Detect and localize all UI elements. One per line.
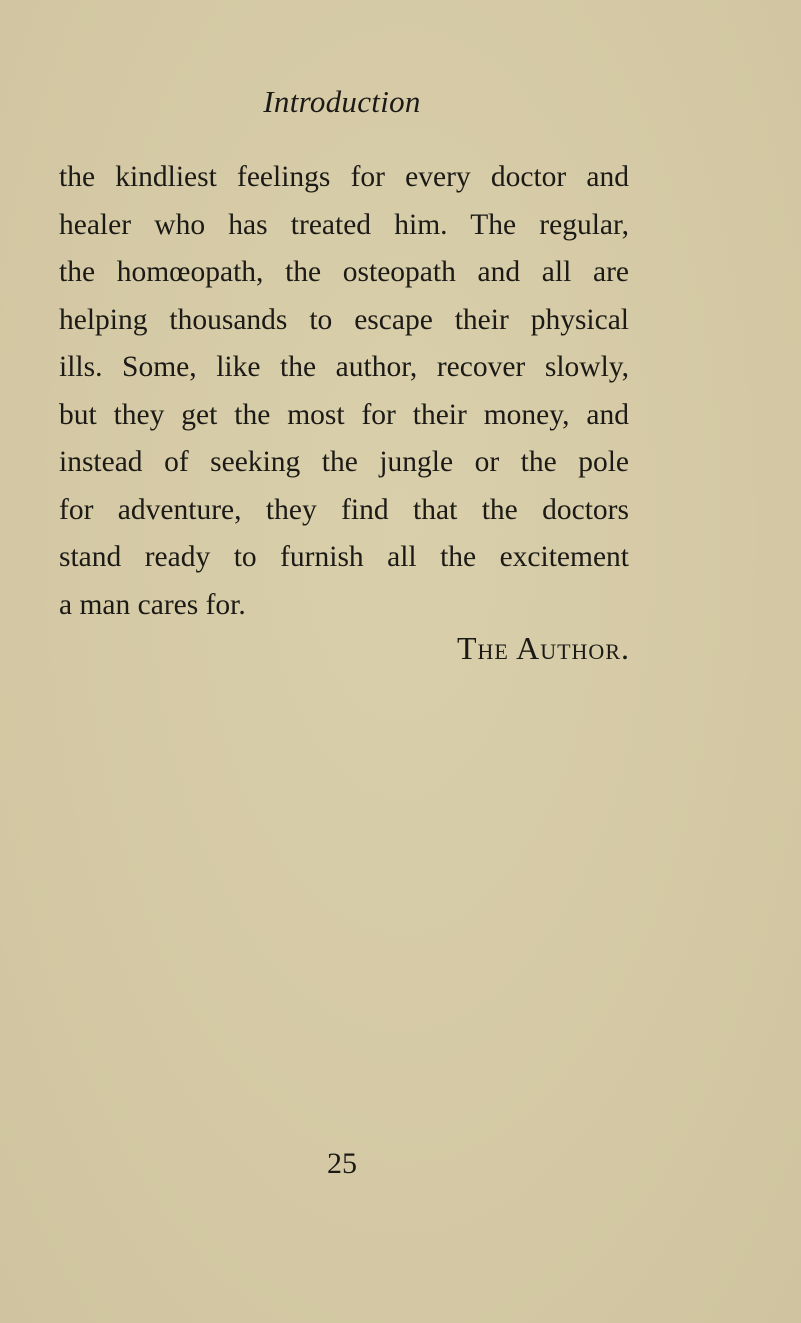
text-line: ills. Some, like the author, recover slowly, <box>59 351 629 383</box>
text-line: for adventure, they find that the doctors <box>59 493 629 526</box>
page-number: 25 <box>327 1147 357 1180</box>
running-head: Introduction <box>263 84 421 119</box>
text-line: instead of seeking the jungle or the pole <box>59 446 629 478</box>
text-line: healer who has treated him. The regular, <box>59 208 629 241</box>
text-line: stand ready to furnish all the excitement <box>59 541 629 573</box>
text-line: but they get the most for their money, and <box>59 398 629 431</box>
text-line: the kindliest feelings for every doctor and <box>59 161 629 193</box>
body-paragraph <box>59 154 629 629</box>
text-line: a man cares for. <box>59 588 246 621</box>
text-line: the homœopath, the osteopath and all are <box>59 256 629 288</box>
text-line: helping thousands to escape their physical <box>59 303 629 336</box>
author-signature: The Author. <box>457 630 630 666</box>
